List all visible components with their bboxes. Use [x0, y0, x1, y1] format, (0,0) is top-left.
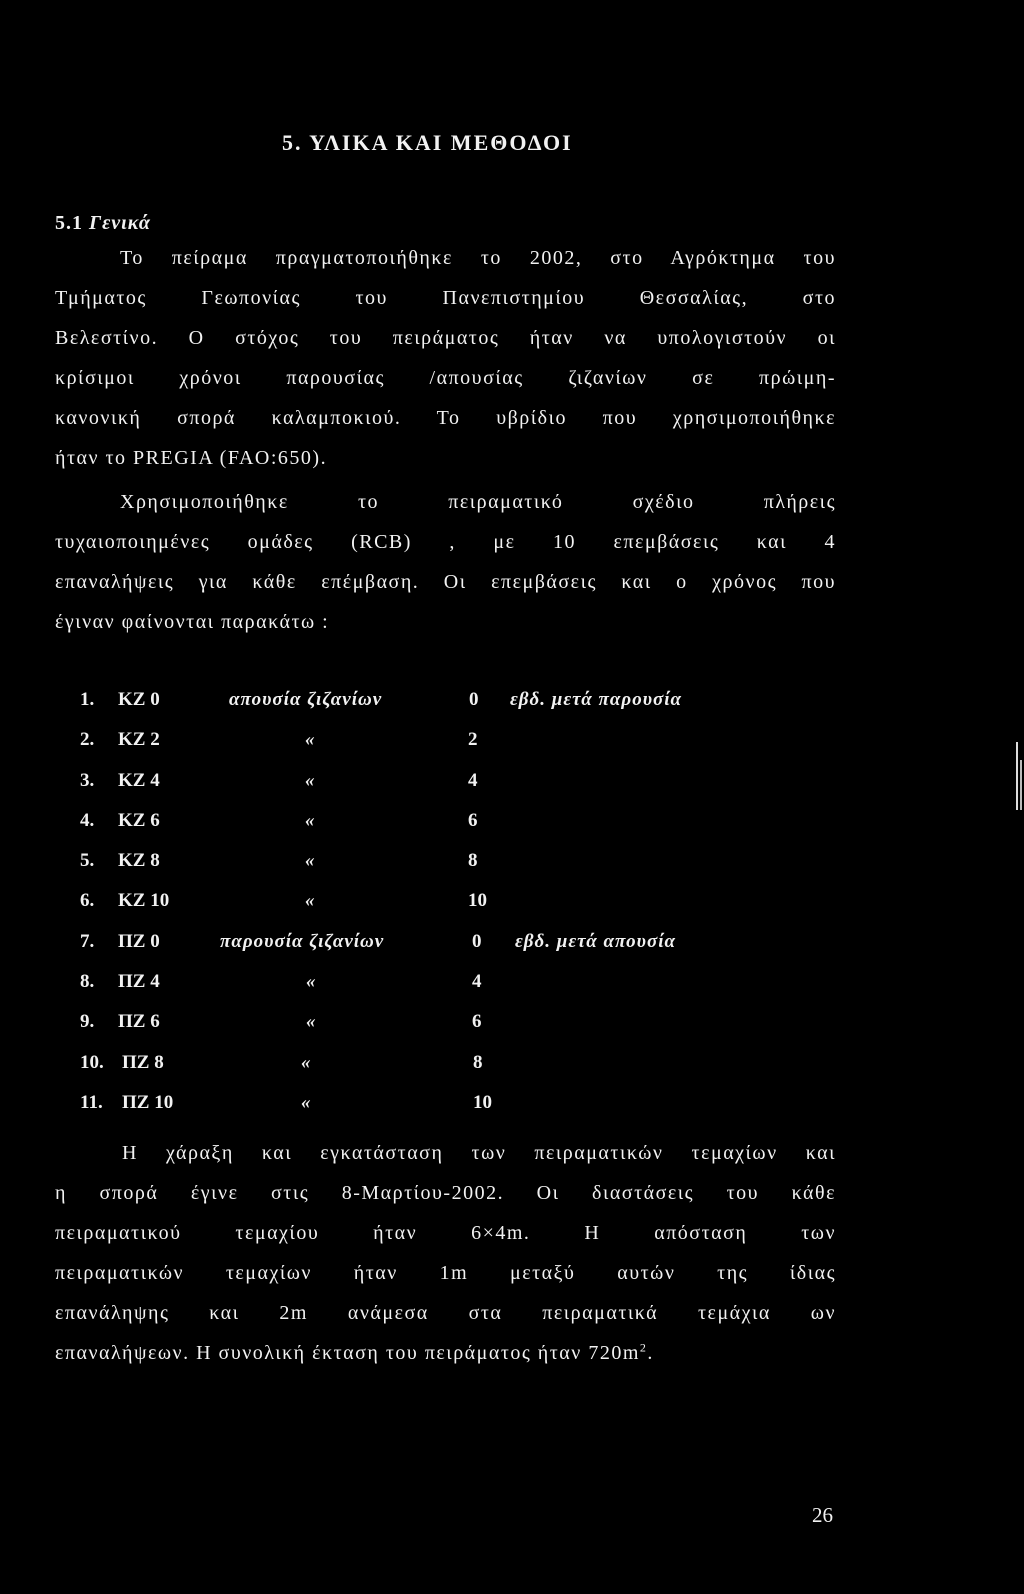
section-heading: [55, 212, 151, 235]
treatment-code: ΚΖ 4: [118, 769, 160, 791]
treatment-code: ΚΖ 8: [118, 850, 160, 872]
treatment-row: [80, 922, 800, 962]
treatment-weeks: 4: [468, 769, 478, 791]
treatment-description: «: [305, 850, 316, 872]
treatment-description: «: [305, 890, 316, 912]
text-line: Βελεστίνο. Ο στόχος του πειράματος ήταν να υπολογιστούν οι: [55, 327, 836, 349]
treatment-description: «: [301, 1051, 312, 1073]
text-line: [55, 1333, 836, 1373]
treatment-number: 7.: [80, 930, 95, 952]
treatment-row: [80, 881, 800, 921]
paragraph-design: [55, 482, 836, 642]
treatment-code: ΚΖ 0: [118, 689, 160, 710]
treatment-number: 3.: [80, 769, 95, 791]
paragraph-general: [55, 238, 836, 478]
text-line: έγιναν φαίνονται παρακάτω :: [55, 611, 330, 633]
treatment-number: 11.: [80, 1091, 103, 1113]
treatment-row: [80, 1002, 800, 1042]
paragraph-layout: [55, 1133, 836, 1373]
text-line: Το πείραμα πραγματοποιήθηκε το 2002, στο Αγρόκτημα του: [120, 247, 836, 269]
chapter-title: 5. ΥΛΙΚΑ ΚΑΙ ΜΕΘΟΔΟΙ: [282, 130, 573, 155]
period: .: [647, 1342, 654, 1364]
treatment-code: ΚΖ 6: [118, 809, 160, 831]
treatment-number: 9.: [80, 1011, 95, 1033]
treatment-row: [80, 1043, 800, 1083]
treatment-row: [80, 841, 800, 881]
treatment-code: ΠΖ 8: [122, 1051, 164, 1073]
treatment-note: εβδ. μετά παρουσία: [510, 689, 683, 710]
treatment-code: ΠΖ 4: [118, 971, 160, 993]
treatment-description: απουσία ζιζανίων: [229, 689, 383, 710]
treatment-description: «: [305, 769, 316, 791]
treatment-description: «: [305, 729, 316, 751]
treatment-code: ΠΖ 6: [118, 1011, 160, 1033]
treatment-number: 2.: [80, 729, 95, 751]
treatment-description: «: [306, 971, 317, 993]
text-line: Χρησιμοποιήθηκε το πειραματικό σχέδιο πλήρεις: [120, 491, 836, 513]
treatment-number: 1.: [80, 689, 95, 710]
treatment-weeks: 8: [473, 1051, 483, 1073]
treatment-number: 10.: [80, 1051, 104, 1073]
treatment-note: εβδ. μετά απουσία: [515, 930, 676, 952]
superscript: 2: [639, 1340, 648, 1355]
treatment-description: παρουσία ζιζανίων: [220, 930, 385, 952]
text-line: πειραματικών τεμαχίων ήταν 1m μεταξύ αυτών της ίδιας: [55, 1262, 836, 1284]
treatment-description: «: [305, 809, 316, 831]
text-line: κανονική σπορά καλαμποκιού. Το υβρίδιο που χρησιμοποιήθηκε: [55, 407, 836, 429]
text-line: η σπορά έγινε στις 8-Μαρτίου-2002. Οι διαστάσεις του κάθε: [55, 1182, 836, 1204]
text-line: τυχαιοποιημένες ομάδες (RCB) , με 10 επεμβάσεις και 4: [55, 531, 836, 553]
treatment-weeks: 6: [472, 1011, 482, 1033]
section-number: 5.1: [55, 212, 83, 234]
text-line: πειραματικού τεμαχίου ήταν 6×4m. Η απόσταση των: [55, 1222, 836, 1244]
treatment-weeks: 2: [468, 729, 478, 751]
text-line: Η χάραξη και εγκατάσταση των πειραματικών τεμαχίων και: [122, 1142, 836, 1164]
treatment-row: [80, 1083, 800, 1123]
treatment-weeks: 0: [472, 930, 482, 952]
scan-margin-mark: [1020, 760, 1022, 810]
text-line: ήταν το PREGIA (FAO:650).: [55, 447, 328, 469]
treatment-row: [80, 720, 800, 760]
treatment-number: 4.: [80, 809, 95, 831]
treatment-row: [80, 962, 800, 1002]
treatment-number: 5.: [80, 850, 95, 872]
treatment-list: [80, 680, 800, 1123]
treatment-code: ΠΖ 0: [118, 930, 160, 952]
treatment-code: ΠΖ 10: [122, 1091, 174, 1113]
text-line: κρίσιμοι χρόνοι παρουσίας /απουσίας ζιζανίων σε πρώιμη-: [55, 367, 836, 389]
treatment-number: 6.: [80, 890, 95, 912]
scan-margin-mark: [1016, 742, 1018, 810]
treatment-description: «: [301, 1091, 312, 1113]
treatment-weeks: 4: [472, 971, 482, 993]
text-line-body: επαναλήψεων. Η συνολική έκταση του πειράματος ήταν 720m: [55, 1342, 640, 1364]
treatment-code: ΚΖ 10: [118, 890, 170, 912]
treatment-weeks: 10: [468, 890, 487, 912]
text-line: Τμήματος Γεωπονίας του Πανεπιστημίου Θεσσαλίας, στο: [55, 287, 836, 309]
section-title: Γενικά: [89, 212, 151, 234]
treatment-description: «: [306, 1011, 317, 1033]
treatment-row: [80, 801, 800, 841]
treatment-weeks: 6: [468, 809, 478, 831]
treatment-number: 8.: [80, 971, 95, 993]
text-line: επανάληψης και 2m ανάμεσα στα πειραματικά τεμάχια ων: [55, 1302, 836, 1324]
page-number: 26: [812, 1503, 833, 1527]
text-line: επαναλήψεις για κάθε επέμβαση. Οι επεμβάσεις και ο χρόνος που: [55, 571, 836, 593]
treatment-row: [80, 680, 800, 720]
treatment-weeks: 10: [473, 1091, 492, 1113]
treatment-weeks: 8: [468, 850, 478, 872]
treatment-weeks: 0: [469, 689, 479, 710]
treatment-code: ΚΖ 2: [118, 729, 160, 751]
treatment-row: [80, 761, 800, 801]
